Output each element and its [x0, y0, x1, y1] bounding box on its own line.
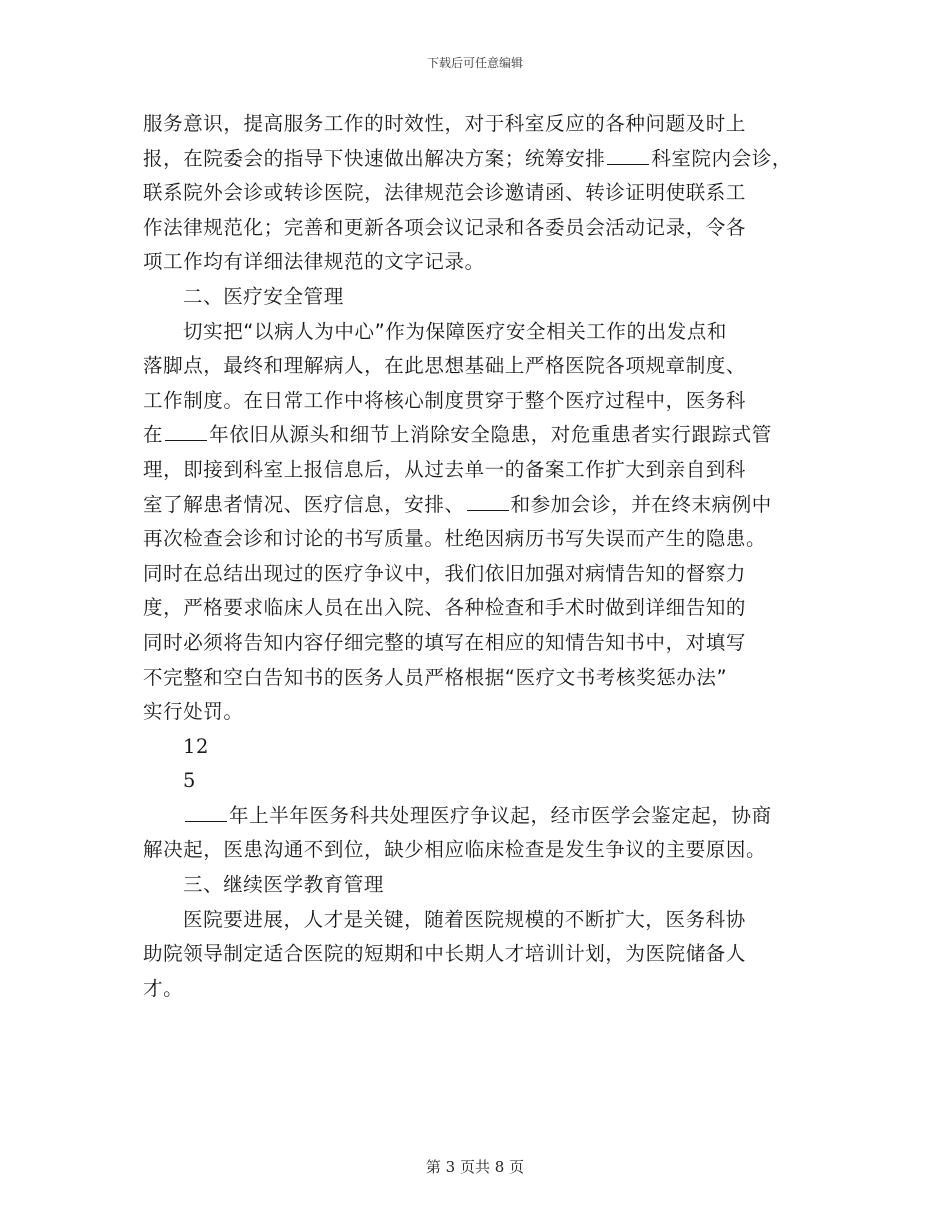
fill-blank — [467, 488, 509, 511]
body-line: 室了解患者情况、医疗信息，安排、 和参加会诊，并在终末病例中 — [143, 488, 813, 523]
body-line: 实行处罚。 — [143, 700, 244, 724]
number-line: 5 — [183, 769, 197, 793]
body-line: 度，严格要求临床人员在出入院、各种检查和手术时做到详细告知的 — [143, 596, 747, 620]
body-line: 年上半年医务科共处理医疗争议起，经市医学会鉴定起，协商 — [143, 799, 813, 834]
body-line: 再次检查会诊和讨论的书写质量。杜绝因病历书写失误而产生的隐患。 — [143, 527, 767, 551]
body-line: 助院领导制定适合医院的短期和中长期人才培训计划，为医院储备人 — [143, 942, 747, 966]
body-line: 报，在院委会的指导下快速做出解决方案；统筹安排 科室院内会诊， — [143, 142, 813, 177]
body-line: 联系院外会诊或转诊医院，法律规范会诊邀请函、转诊证明使联系工 — [143, 181, 747, 205]
section-heading: 三、继续医学教育管理 — [183, 873, 385, 897]
fill-blank — [185, 799, 227, 822]
body-line: 服务意识，提高服务工作的时效性，对于科室反应的各种问题及时上 — [143, 112, 747, 135]
body-line: 理，即接到科室上报信息后，从过去单一的备案工作扩大到亲自到科 — [143, 457, 747, 481]
body-line: 才。 — [143, 976, 184, 1000]
page-header: 下载后可任意编辑 — [426, 56, 523, 70]
body-line: 落脚点，最终和理解病人，在此思想基础上严格医院各项规章制度、 — [143, 354, 747, 378]
body-line: 不完整和空白告知书的医务人员严格根据“医疗文书考核奖惩办法” — [143, 665, 728, 689]
body-line: 在 年依旧从源头和细节上消除安全隐患，对危重患者实行跟踪式管 — [143, 418, 813, 453]
body-line: 同时在总结出现过的医疗争议中，我们依旧加强对病情告知的督察力 — [143, 561, 747, 585]
section-heading: 二、医疗安全管理 — [183, 284, 344, 308]
fill-blank — [165, 418, 207, 441]
body-line: 作法律规范化；完善和更新各项会议记录和各委员会活动记录，令各 — [143, 215, 747, 239]
body-line: 项工作均有详细法律规范的文字记录。 — [143, 250, 485, 274]
body-line: 工作制度。在日常工作中将核心制度贯穿于整个医疗过程中，医务科 — [143, 388, 747, 412]
body-line: 医院要进展，人才是关键，随着医院规模的不断扩大，医务科协 — [183, 907, 746, 931]
number-line: 12 — [183, 734, 210, 758]
body-line: 解决起，医患沟通不到位，缺少相应临床检查是发生争议的主要原因。 — [143, 838, 767, 862]
fill-blank — [607, 142, 649, 165]
document-body — [143, 107, 813, 1006]
page-footer: 第 3 页共 8 页 — [425, 1158, 525, 1176]
body-line: 切实把“以病人为中心”作为保障医疗安全相关工作的出发点和 — [183, 319, 728, 343]
body-line: 同时必须将告知内容仔细完整的填写在相应的知情告知书中，对填写 — [143, 630, 747, 654]
